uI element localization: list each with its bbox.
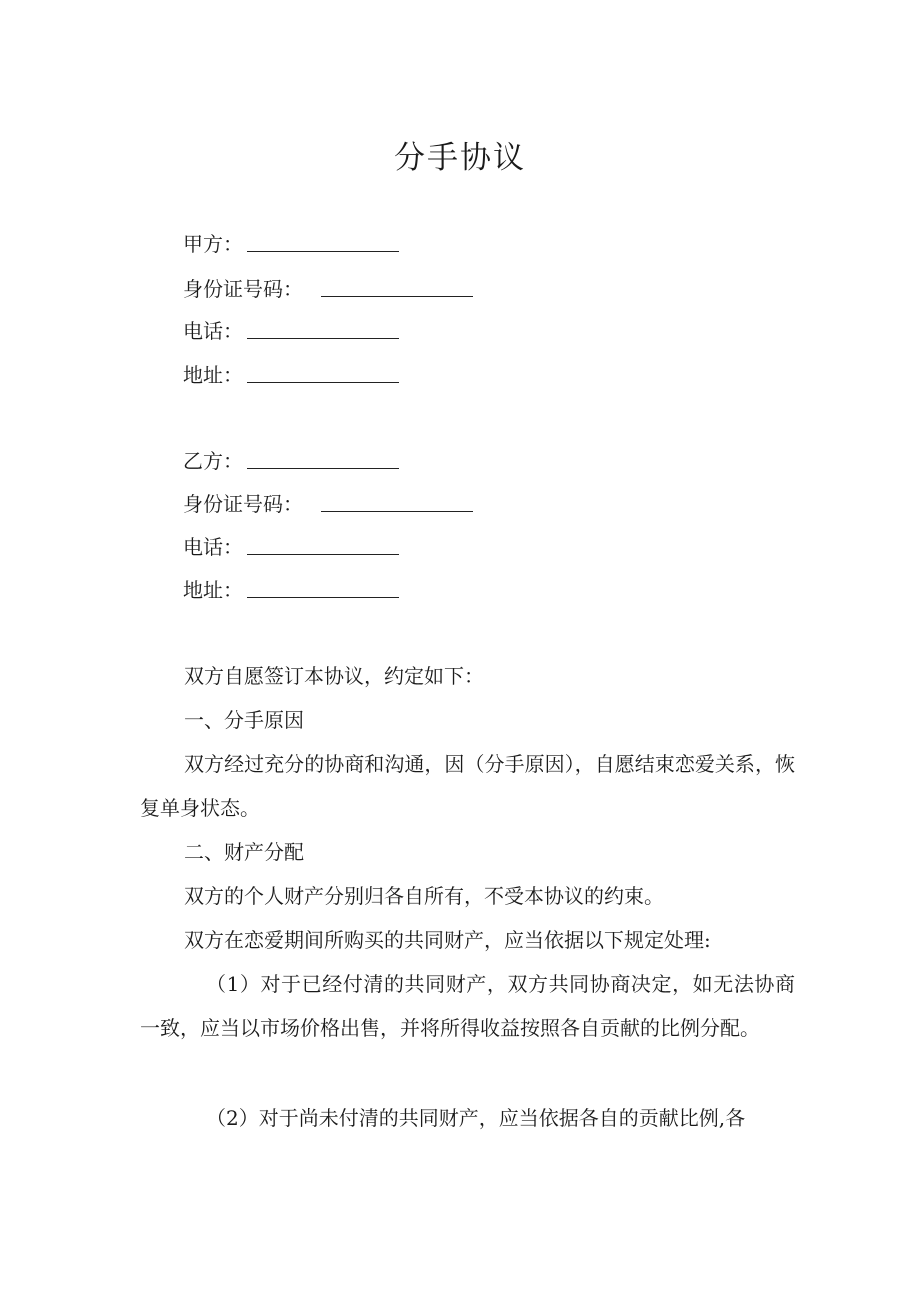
party-b-id-blank[interactable] bbox=[321, 489, 473, 512]
section2-paragraph-2: 双方在恋爱期间所购买的共同财产，应当依据以下规定处理: bbox=[184, 928, 711, 952]
party-b-phone-field bbox=[183, 532, 399, 562]
party-a-name-field bbox=[183, 229, 399, 259]
party-b-name-blank[interactable] bbox=[247, 446, 399, 469]
party-a-name-label: 甲方： bbox=[183, 232, 243, 256]
section2-item-1: （1）对于已经付清的共同财产，双方共同协商决定，如无法协商一致，应当以市场价格出售，并将所得收益按照各自贡献的比例分配。 bbox=[140, 972, 795, 1040]
party-b-address-field bbox=[183, 575, 399, 605]
party-b-id-field bbox=[183, 489, 473, 519]
section1-heading: 一、分手原因 bbox=[184, 708, 304, 732]
party-a-address-blank[interactable] bbox=[247, 360, 399, 383]
party-b-id-label: 身份证号码： bbox=[183, 492, 303, 516]
section2-paragraph-1: 双方的个人财产分别归各自所有，不受本协议的约束。 bbox=[184, 884, 664, 908]
section1-paragraph: 双方经过充分的协商和沟通，因（分手原因），自愿结束恋爱关系，恢复单身状态。 bbox=[140, 752, 795, 820]
party-a-id-blank[interactable] bbox=[321, 274, 473, 297]
party-a-name-blank[interactable] bbox=[247, 229, 399, 252]
section2-heading: 二、财产分配 bbox=[184, 840, 304, 864]
party-b-phone-blank[interactable] bbox=[247, 532, 399, 555]
party-b-phone-label: 电话： bbox=[183, 535, 243, 559]
party-b-name-field bbox=[183, 446, 399, 476]
party-a-phone-field bbox=[183, 316, 399, 346]
party-b-address-blank[interactable] bbox=[247, 575, 399, 598]
party-a-address-field bbox=[183, 360, 399, 390]
party-a-address-label: 地址： bbox=[183, 363, 243, 387]
party-b-address-label: 地址： bbox=[183, 578, 243, 602]
intro-paragraph: 双方自愿签订本协议，约定如下： bbox=[184, 664, 484, 688]
party-a-phone-blank[interactable] bbox=[247, 316, 399, 339]
party-a-phone-label: 电话： bbox=[183, 319, 243, 343]
party-a-id-label: 身份证号码： bbox=[183, 277, 303, 301]
section2-item-2: （2）对于尚未付清的共同财产，应当依据各自的贡献比例,各 bbox=[206, 1106, 746, 1130]
party-b-name-label: 乙方： bbox=[183, 449, 243, 473]
party-a-id-field bbox=[183, 274, 473, 304]
page-title: 分手协议 bbox=[394, 140, 526, 176]
